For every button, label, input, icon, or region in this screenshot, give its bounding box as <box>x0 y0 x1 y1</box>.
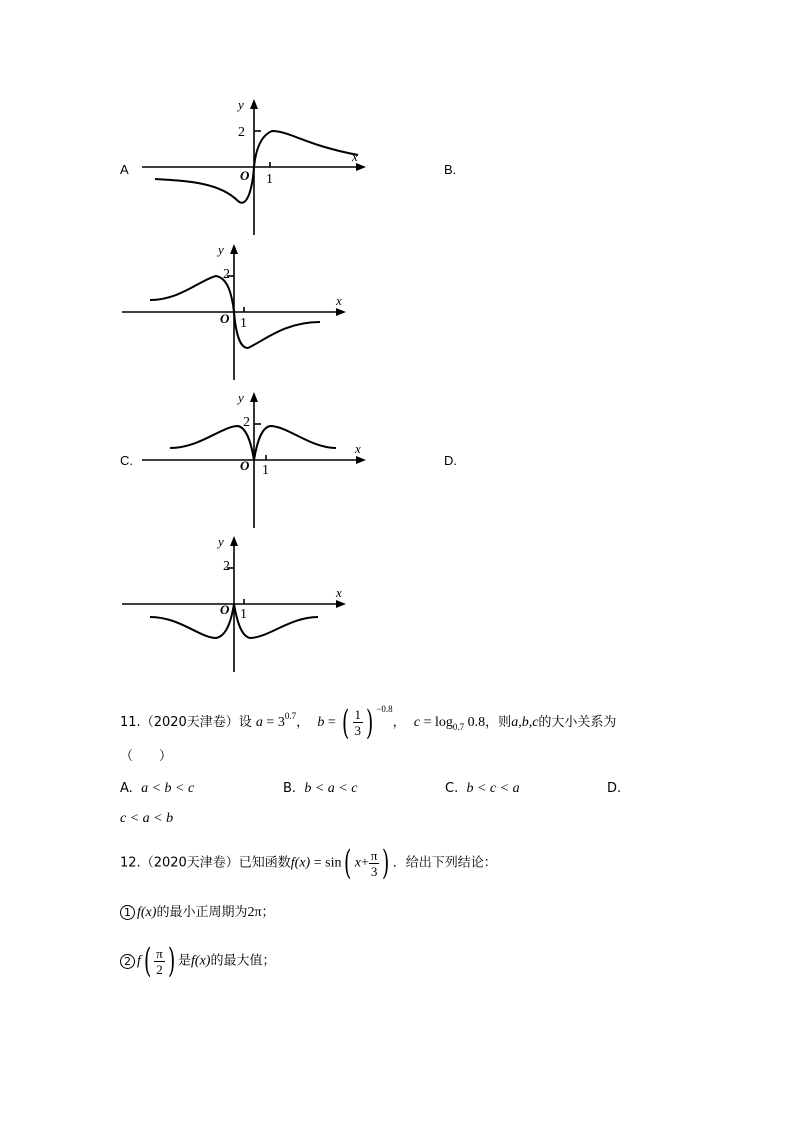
choice-b[interactable]: B. b < a < c <box>283 781 358 796</box>
choice-d-label[interactable]: D. <box>607 781 622 796</box>
graph-b <box>110 240 360 385</box>
y-axis-label: y <box>238 97 244 112</box>
pi-over-2: $\frac{\pi}{2}$ <box>156 945 163 977</box>
origin-label: O <box>220 602 230 617</box>
choice-d-expr[interactable]: c < a < b <box>120 811 174 826</box>
origin-label: O <box>240 168 250 183</box>
conclusion-2: 2 f( $\frac{\pi}{2}$ ) 是f(x)的最大值； <box>120 944 275 978</box>
vars-abc: a,b,c <box>511 715 539 730</box>
fx: f(x) <box>290 855 311 871</box>
choice-a[interactable]: A. a < b < c <box>120 781 195 796</box>
tick-x-label: 1 <box>262 463 269 478</box>
tick-y-label: 2 <box>223 559 230 574</box>
choice-c[interactable]: C. b < c < a <box>445 781 520 796</box>
x-axis-label: x <box>336 293 342 308</box>
question-number: 11. <box>120 715 141 730</box>
graph-c <box>130 388 380 533</box>
x-axis-label: x <box>336 585 342 600</box>
question-source: （2020天津卷）设 <box>140 715 252 730</box>
tick-x-label: 1 <box>266 172 273 187</box>
circled-number: 1 <box>120 905 135 920</box>
tick-x-label: 1 <box>240 607 247 622</box>
y-axis-label: y <box>218 242 224 257</box>
b-fraction: $\frac{1}{3}$ <box>354 707 362 738</box>
graph-a <box>130 95 380 240</box>
var-c: c <box>413 715 421 730</box>
c-log-base: 0.7 <box>452 722 465 732</box>
tick-y-label: 2 <box>243 415 250 430</box>
pi-over-3: $\frac{\pi}{3}$ <box>370 847 378 879</box>
option-b-label: B. <box>444 162 457 177</box>
option-c-label: C. <box>120 453 133 468</box>
tick-y-label: 2 <box>238 125 245 140</box>
a-exponent: 0.7 <box>284 711 297 721</box>
origin-label: O <box>220 311 230 326</box>
question-11-stem: 11.（2020天津卷）设 $a = 3^{0.7}$， b = ( $\frac{1}{3}$ ) $^{-0.8}$， $c = \log_{0.7} 0.8$，则a,b,c的大小关系为 <box>120 702 617 743</box>
question-12-stem: 12.（2020天津卷）已知函数f(x) = sin( x+ $\frac{\pi}{3}$ ) ．给出下列结论： <box>120 843 497 883</box>
a-base: 3 <box>277 715 285 730</box>
y-axis-label: y <box>218 534 224 549</box>
tick-y-label: 2 <box>223 267 230 282</box>
tick-x-label: 1 <box>240 316 247 331</box>
x-axis-label: x <box>352 149 358 164</box>
conclusion-1: 1 f(x)的最小正周期为2π； <box>120 904 275 922</box>
var-b: b <box>317 715 325 730</box>
question-11-bracket: （ ） <box>120 749 173 764</box>
x-axis-label: x <box>355 441 361 456</box>
c-log-arg: 0.8 <box>467 715 486 730</box>
origin-label: O <box>240 458 250 473</box>
option-d-label: D. <box>444 453 457 468</box>
var-a: a <box>255 715 263 730</box>
c-log: log <box>435 715 453 730</box>
option-a-label: A <box>120 162 129 177</box>
y-axis-label: y <box>238 390 244 405</box>
b-exponent: −0.8 <box>376 704 393 714</box>
graph-d <box>110 532 360 677</box>
circled-number: 2 <box>120 954 135 969</box>
